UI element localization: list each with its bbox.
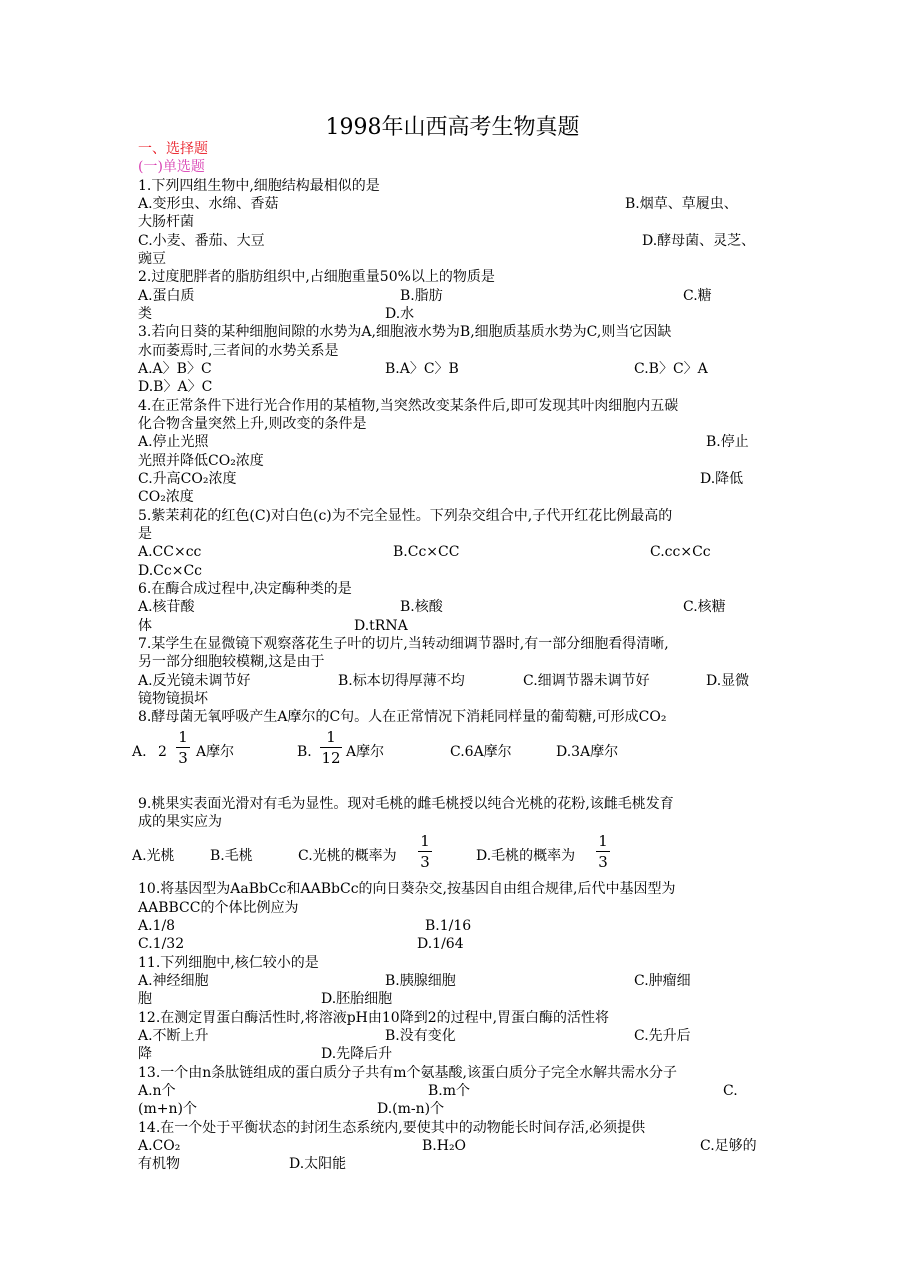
question-11-option-c-cont: 胞: [138, 991, 152, 1007]
question-14-option-a: A.CO₂: [138, 1138, 181, 1154]
fraction-denominator: 3: [420, 853, 430, 871]
question-12-option-c: C.先升后: [634, 1028, 691, 1044]
question-4-option-b-cont: 光照并降低CO₂浓度: [138, 453, 264, 469]
question-8-option-b-fraction: [320, 728, 342, 767]
question-3-stem-1: 3.若向日葵的某种细胞间隙的水势为A,细胞液水势为B,细胞质基质水势为C,则当它因缺: [138, 324, 672, 340]
fraction-numerator: 1: [598, 832, 608, 850]
question-12-option-c-cont: 降: [138, 1046, 152, 1062]
question-3-stem-2: 水而萎焉时,三者间的水势关系是: [138, 343, 339, 359]
question-13-option-a: A.n个: [138, 1083, 176, 1099]
question-6-option-c: C.核糖: [683, 599, 726, 615]
question-7-option-b: B.标本切得厚薄不均: [338, 673, 465, 689]
question-11-option-c: C.肿瘤细: [634, 973, 691, 989]
fraction-denominator: 3: [598, 853, 608, 871]
question-8-option-a-unit: A摩尔: [196, 744, 235, 760]
question-7-option-d-cont: 镜物镜损坏: [138, 691, 208, 707]
question-4-option-d: D.降低: [700, 471, 744, 487]
fraction-numerator: 1: [178, 728, 188, 746]
question-3-option-b: B.A〉C〉B: [385, 361, 459, 377]
subsection-heading: (一)单选题: [138, 159, 205, 175]
question-5-option-d: D.Cc×Cc: [138, 563, 203, 579]
question-9-stem-1: 9.桃果实表面光滑对有毛为显性。现对毛桃的雌毛桃授以纯合光桃的花粉,该雌毛桃发育: [138, 796, 674, 812]
page-title: 1998年山西高考生物真题: [325, 115, 580, 140]
question-10-stem-2: AABBCC的个体比例应为: [138, 900, 299, 916]
question-3-option-d: D.B〉A〉C: [138, 379, 213, 395]
question-1-option-a: A.变形虫、水绵、香菇: [138, 196, 279, 212]
question-13-option-c: C.: [723, 1083, 738, 1099]
question-13-stem: 13.一个由n条肽链组成的蛋白质分子共有m个氨基酸,该蛋白质分子完全水解共需水分子: [138, 1065, 678, 1081]
question-6-option-b: B.核酸: [400, 599, 443, 615]
question-11-option-b: B.胰腺细胞: [385, 973, 456, 989]
question-2-stem: 2.过度肥胖者的脂肪组织中,占细胞重量50%以上的物质是: [138, 269, 495, 285]
question-10-option-b: B.1/16: [425, 918, 472, 934]
question-6-stem: 6.在酶合成过程中,决定酶种类的是: [138, 581, 352, 597]
question-2-option-d: D.水: [385, 306, 415, 322]
question-6-option-c-cont: 体: [138, 618, 152, 634]
fraction-denominator: 12: [321, 749, 341, 767]
question-3-option-c: C.B〉C〉A: [634, 361, 708, 377]
question-5-stem-2: 是: [138, 526, 152, 542]
fraction-numerator: 1: [326, 728, 336, 746]
question-9-option-a: A.光桃: [132, 848, 175, 864]
question-9-option-d: D.毛桃的概率为: [476, 848, 576, 864]
question-2-option-b: B.脂肪: [400, 288, 443, 304]
question-11-option-a: A.神经细胞: [138, 973, 209, 989]
question-12-option-a: A.不断上升: [138, 1028, 209, 1044]
question-14-stem: 14.在一个处于平衡状态的封闭生态系统内,要使其中的动物能长时间存活,必须提供: [138, 1120, 646, 1136]
question-4-option-b: B.停止: [706, 434, 749, 450]
question-1-stem: 1.下列四组生物中,细胞结构最相似的是: [138, 178, 380, 194]
question-8-option-a-whole: 2: [158, 744, 167, 760]
question-6-option-d: D.tRNA: [354, 618, 408, 634]
question-13-option-d: D.(m-n)个: [377, 1101, 445, 1117]
question-6-option-a: A.核苷酸: [138, 599, 195, 615]
question-8-option-b-unit: A摩尔: [346, 744, 385, 760]
question-1-option-d-cont: 豌豆: [138, 251, 166, 267]
question-13-option-b: B.m个: [428, 1083, 471, 1099]
question-8-option-a-label: A.: [132, 744, 147, 760]
question-10-stem-1: 10.将基因型为AaBbCc和AABbCc的向日葵杂交,按基因自由组合规律,后代中基因型为: [138, 881, 676, 897]
question-9-stem-2: 成的果实应为: [138, 814, 222, 830]
question-2-option-a: A.蛋白质: [138, 288, 195, 304]
question-4-stem-1: 4.在正常条件下进行光合作用的某植物,当突然改变某条件后,即可发现其叶肉细胞内五碳: [138, 398, 679, 414]
question-12-stem: 12.在测定胃蛋白酶活性时,将溶液pH由10降到2的过程中,胃蛋白酶的活性将: [138, 1010, 610, 1026]
question-9-option-d-fraction: [596, 832, 610, 871]
question-2-option-c: C.糖: [683, 288, 712, 304]
question-10-option-a: A.1/8: [138, 918, 176, 934]
question-8-option-d: D.3A摩尔: [556, 744, 619, 760]
question-5-option-c: C.cc×Cc: [650, 544, 711, 560]
question-5-stem-1: 5.紫茉莉花的红色(C)对白色(c)为不完全显性。下列杂交组合中,子代开红花比例最高的: [138, 508, 673, 524]
question-7-stem-1: 7.某学生在显微镜下观察落花生子叶的切片,当转动细调节器时,有一部分细胞看得清晰,: [138, 636, 669, 652]
question-8-option-c: C.6A摩尔: [450, 744, 512, 760]
question-4-option-d-cont: CO₂浓度: [138, 489, 194, 505]
question-12-option-b: B.没有变化: [385, 1028, 456, 1044]
question-11-option-d: D.胚胎细胞: [321, 991, 393, 1007]
question-3-option-a: A.A〉B〉C: [138, 361, 212, 377]
question-7-option-d: D.显微: [706, 673, 750, 689]
question-9-option-c-fraction: [418, 832, 432, 871]
question-8-stem: 8.酵母菌无氧呼吸产生A摩尔的C句。人在正常情况下消耗同样量的葡萄糖,可形成CO₂: [138, 709, 667, 725]
question-8-option-a-fraction: [176, 728, 190, 767]
question-13-option-c-cont: (m+n)个: [138, 1101, 197, 1117]
question-12-option-d: D.先降后升: [321, 1046, 393, 1062]
question-1-option-c: C.小麦、番茄、大豆: [138, 233, 265, 249]
question-7-option-c: C.细调节器未调节好: [523, 673, 650, 689]
section-heading: 一、选择题: [138, 141, 208, 157]
question-7-stem-2: 另一部分细胞较模糊,这是由于: [138, 654, 325, 670]
question-5-option-b: B.Cc×CC: [393, 544, 460, 560]
question-14-option-b: B.H₂O: [422, 1138, 467, 1154]
question-4-stem-2: 化合物含量突然上升,则改变的条件是: [138, 416, 367, 432]
question-1-option-d: D.酵母菌、灵芝、: [642, 233, 756, 249]
fraction-denominator: 3: [178, 749, 188, 767]
question-14-option-c-cont: 有机物: [138, 1156, 180, 1172]
question-10-option-d: D.1/64: [417, 936, 464, 952]
question-11-stem: 11.下列细胞中,核仁较小的是: [138, 955, 319, 971]
question-4-option-c: C.升高CO₂浓度: [138, 471, 237, 487]
question-14-option-c: C.足够的: [700, 1138, 757, 1154]
question-10-option-c: C.1/32: [138, 936, 185, 952]
question-1-option-b-cont: 大肠杆菌: [138, 214, 194, 230]
question-5-option-a: A.CC×cc: [138, 544, 202, 560]
question-4-option-a: A.停止光照: [138, 434, 209, 450]
fraction-numerator: 1: [420, 832, 430, 850]
question-8-option-b-label: B.: [297, 744, 312, 760]
question-9-option-b: B.毛桃: [210, 848, 253, 864]
question-2-option-c-cont: 类: [138, 306, 152, 322]
question-14-option-d: D.太阳能: [289, 1156, 347, 1172]
question-7-option-a: A.反光镜未调节好: [138, 673, 251, 689]
question-9-option-c: C.光桃的概率为: [298, 848, 397, 864]
question-1-option-b: B.烟草、草履虫、: [625, 196, 738, 212]
